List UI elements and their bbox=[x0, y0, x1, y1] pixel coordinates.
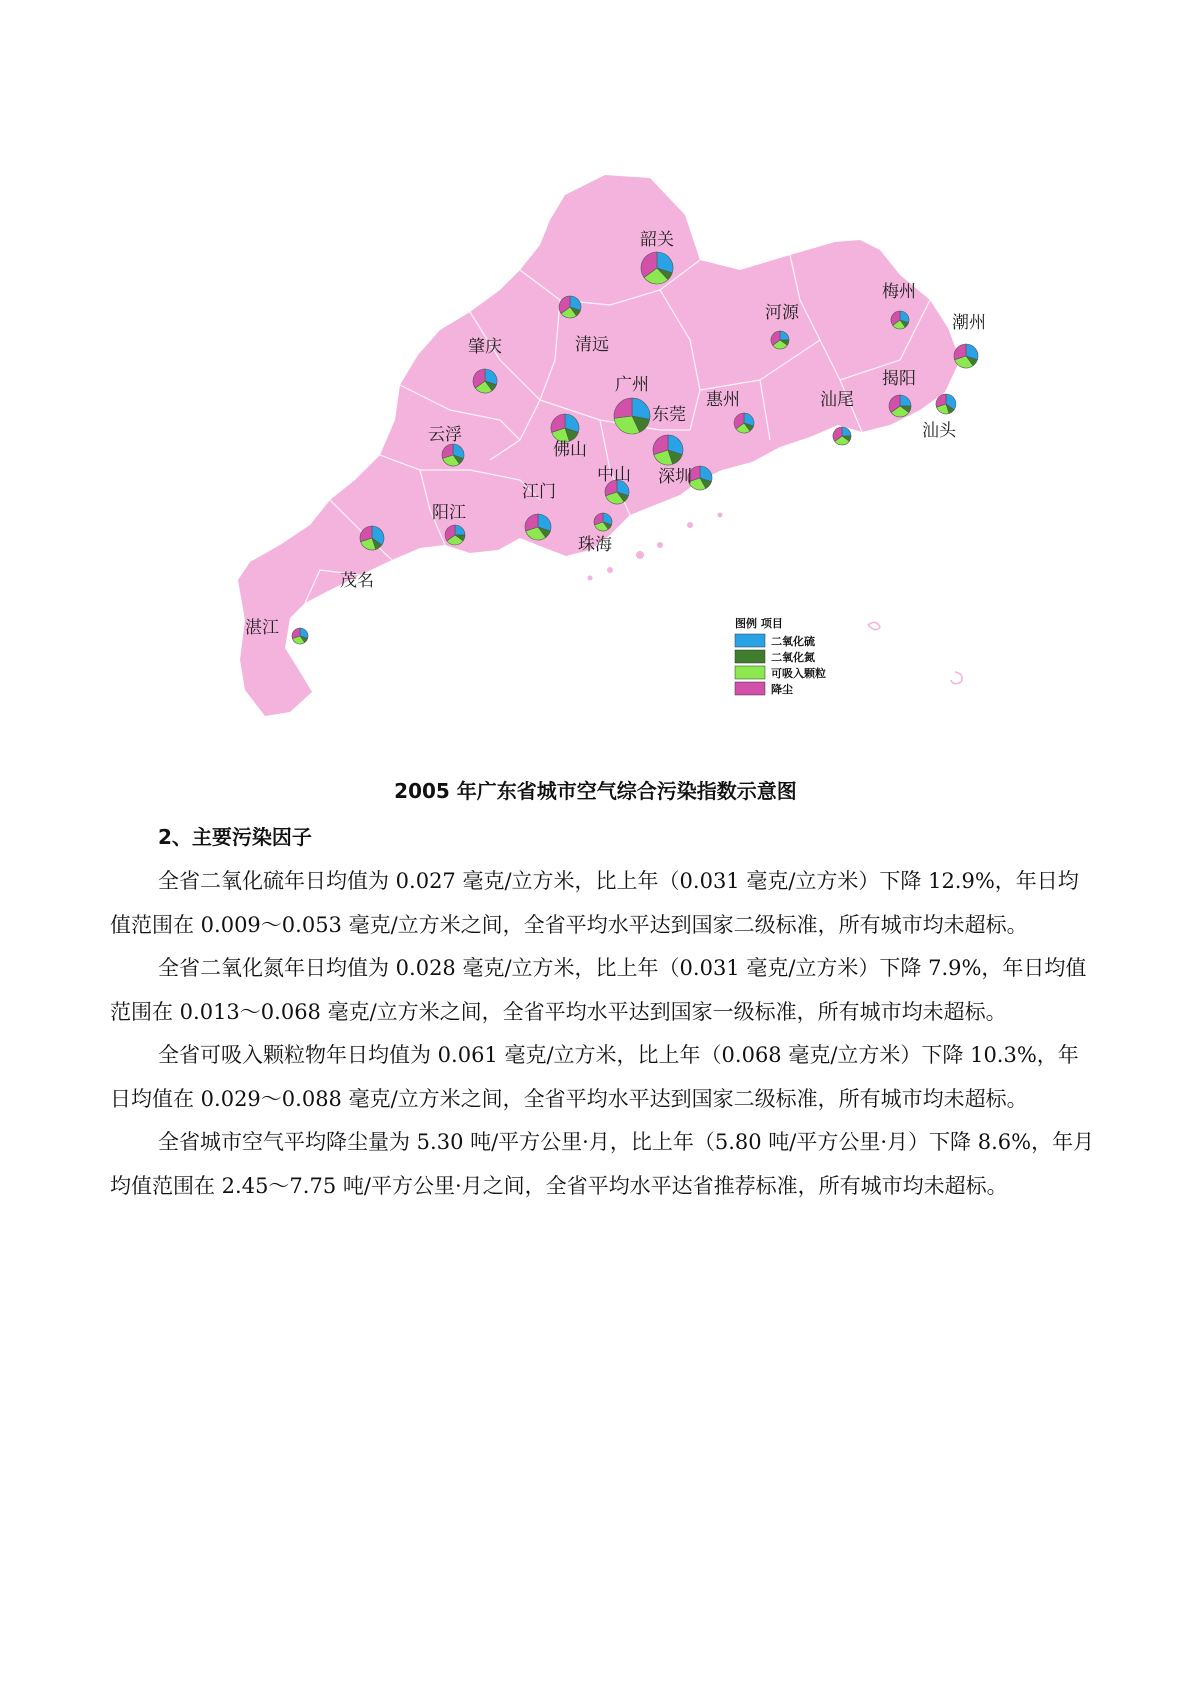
city-label: 云浮 bbox=[428, 425, 462, 445]
city-label: 阳江 bbox=[432, 503, 466, 523]
city-label: 珠海 bbox=[578, 535, 612, 555]
legend-swatch bbox=[735, 666, 765, 679]
city-pie bbox=[551, 414, 579, 442]
city-label: 河源 bbox=[765, 303, 799, 323]
city-pie bbox=[936, 394, 956, 414]
city-label: 梅州 bbox=[882, 282, 916, 302]
city-pie bbox=[954, 344, 978, 368]
paragraph-dustfall: 全省城市空气平均降尘量为 5.30 吨/平方公里·月，比上年（5.80 吨/平方公里·月）下降 8.6%，年月均值范围在 2.45～7.75 吨/平方公里·月之间，全省平均水平达省推荐标准，所有城市均未超标。 bbox=[110, 1130, 1095, 1198]
legend-swatch bbox=[735, 634, 765, 647]
city-pie bbox=[833, 427, 851, 445]
guangdong-province-shape bbox=[238, 175, 960, 716]
city-pie bbox=[641, 252, 673, 284]
city-label: 韶关 bbox=[640, 230, 674, 250]
city-pie bbox=[891, 311, 909, 329]
city-label: 茂名 bbox=[340, 571, 374, 591]
city-pie bbox=[771, 331, 789, 349]
city-pie bbox=[473, 369, 497, 393]
city-label: 揭阳 bbox=[882, 369, 916, 389]
legend-swatch bbox=[735, 650, 765, 663]
city-pie bbox=[360, 526, 384, 550]
body-text bbox=[110, 860, 1095, 1208]
city-pie bbox=[445, 525, 465, 545]
guangdong-pollution-map bbox=[0, 0, 1191, 760]
city-label: 潮州 bbox=[952, 313, 986, 333]
legend-swatch bbox=[735, 682, 765, 695]
city-pie bbox=[734, 413, 754, 433]
city-pie bbox=[653, 435, 683, 465]
section-heading: 2、主要污染因子 bbox=[158, 825, 312, 849]
map-legend bbox=[735, 616, 826, 696]
islands-outline bbox=[868, 622, 962, 683]
city-label: 汕尾 bbox=[820, 390, 854, 410]
city-pie bbox=[614, 398, 650, 434]
legend-label: 二氧化硫 bbox=[771, 635, 815, 648]
city-label: 佛山 bbox=[553, 440, 587, 460]
city-label: 广州 bbox=[615, 375, 649, 395]
city-label: 惠州 bbox=[706, 390, 740, 410]
city-label: 江门 bbox=[522, 482, 556, 502]
legend-title: 图例 项目 bbox=[735, 617, 783, 630]
city-pie bbox=[889, 395, 911, 417]
city-pie bbox=[525, 514, 551, 540]
paragraph-so2: 全省二氧化硫年日均值为 0.027 毫克/立方米，比上年（0.031 毫克/立方米）下降 12.9%，年日均值范围在 0.009～0.053 毫克/立方米之间，全省平均水平达到国家二级标准，所有城市均未超标。 bbox=[110, 869, 1079, 937]
map-caption: 2005 年广东省城市空气综合污染指数示意图 bbox=[394, 779, 797, 803]
city-label: 东莞 bbox=[652, 405, 686, 425]
paragraph-pm10: 全省可吸入颗粒物年日均值为 0.061 毫克/立方米，比上年（0.068 毫克/立方米）下降 10.3%，年日均值在 0.029～0.088 毫克/立方米之间，全省平均水平达到国家二级标准，所有城市均未超标。 bbox=[110, 1043, 1079, 1111]
city-label: 清远 bbox=[575, 335, 609, 355]
city-label: 湛江 bbox=[245, 618, 279, 638]
legend-label: 可吸入颗粒 bbox=[771, 667, 826, 680]
city-pie bbox=[559, 296, 581, 318]
legend-label: 二氧化氮 bbox=[771, 651, 815, 664]
legend-label: 降尘 bbox=[771, 683, 793, 696]
city-label: 深圳 bbox=[658, 467, 692, 487]
city-label: 肇庆 bbox=[468, 337, 502, 357]
paragraph-no2: 全省二氧化氮年日均值为 0.028 毫克/立方米，比上年（0.031 毫克/立方米）下降 7.9%，年日均值范围在 0.013～0.068 毫克/立方米之间，全省平均水平达到国家一级标准，所有城市均未超标。 bbox=[110, 956, 1087, 1024]
city-pie bbox=[442, 444, 464, 466]
city-pie bbox=[594, 513, 612, 531]
city-label: 汕头 bbox=[922, 421, 956, 441]
city-label: 中山 bbox=[597, 465, 631, 485]
city-pie bbox=[292, 628, 308, 644]
